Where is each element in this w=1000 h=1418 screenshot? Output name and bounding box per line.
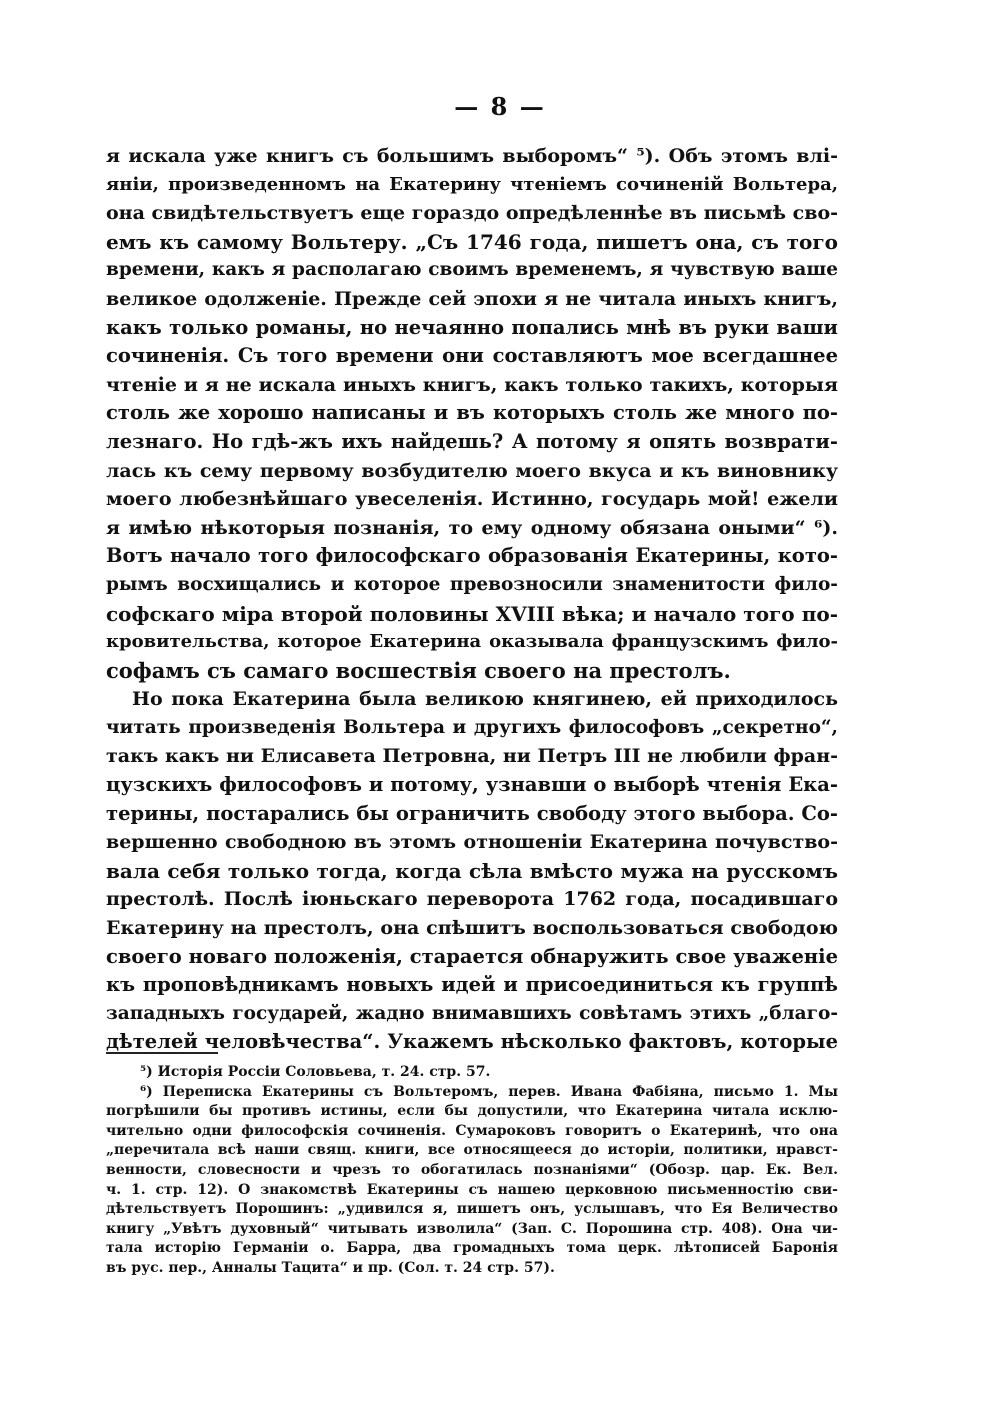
footnote-line: ⁶) Переписка Екатерины съ Вольтеромъ, перев. Ивана Фабіяна, письмо 1. Мы: [140, 1083, 838, 1100]
text-line: своего новаго положенія, старается обнаружить свое уваженіе: [106, 944, 838, 968]
text-line: читать произведенія Вольтера и другихъ философовъ „секретно“,: [106, 716, 838, 738]
footnote-line: въ рус. пер., Анналы Тацита“ и пр. (Сол. т. 24 стр. 57).: [106, 1259, 555, 1276]
text-line: яніи, произведенномъ на Екатерину чтеніемъ сочиненій Вольтера,: [106, 173, 838, 195]
page-number: — 8 —: [454, 92, 546, 121]
footnote-line: ч. 1. стр. 12). О знакомствѣ Екатерины съ нашею церковною письменностію сви-: [106, 1181, 838, 1198]
text-line: Екатерину на престолъ, она спѣшитъ воспользоваться свободою: [106, 917, 838, 940]
text-line: цузскихъ философовъ и потому, узнавши о выборѣ чтенія Ека-: [106, 773, 838, 797]
text-line: чтеніе и я не искала иныхъ книгъ, какъ только такихъ, которыя: [106, 373, 838, 396]
text-line: дѣтелей человѣчества“. Укажемъ нѣсколько фактовъ, которые: [106, 1030, 838, 1054]
footnote-line: дѣтельствуетъ Порошинъ: „удивился я, пишетъ онъ, услышавъ, что Ея Величество: [106, 1201, 838, 1218]
text-line: къ проповѣдникамъ новыхъ идей и присоединиться къ группѣ: [106, 973, 838, 997]
text-line: такъ какъ ни Елисавета Петровна, ни Петръ III не любили фран-: [106, 745, 838, 768]
body-text: [106, 142, 838, 1057]
text-line: какъ только романы, но нечаянно попались мнѣ въ руки ваши: [106, 315, 838, 339]
footnote-line: погрѣшили бы противъ истины, если бы допустили, что Екатерина читала исклю-: [106, 1103, 838, 1120]
text-line: престолѣ. Послѣ іюньскаго переворота 1762 года, посадившаго: [106, 888, 838, 911]
text-line: терины, постарались бы ограничить свободу этого выбора. Со-: [106, 801, 838, 825]
text-line: вершенно свободною въ этомъ отношеніи Екатерина почувство-: [106, 831, 838, 854]
footnote-line: чительно одни философскія сочиненія. Сумароковъ говоритъ о Екатеринѣ, что она: [106, 1122, 838, 1139]
text-line: софскаго міра второй половины XVIII вѣка; и начало того по-: [106, 601, 838, 626]
footnote-line: „перечитала всѣ наши свящ. книги, все относящееся до исторіи, политики, нравст-: [106, 1142, 838, 1159]
footnote-line: венности, словесности и чрезъ то обогатилась познаніями“ (Обозр. цар. Ек. Вел.: [106, 1161, 838, 1178]
footnote-line: книгу „Увѣтъ духовный“ читывать изволила“ (Зап. С. Порошина стр. 408). Она чи-: [106, 1220, 838, 1237]
text-line: кровительства, которое Екатерина оказывала французскимъ фило-: [106, 631, 838, 653]
text-line: она свидѣтельствуетъ еще гораздо опредѣленнѣе въ письмѣ сво-: [106, 202, 838, 225]
footnote-divider: [106, 1052, 218, 1054]
text-line: великое одолженіе. Прежде сей эпохи я не читала иныхъ книгъ,: [106, 287, 838, 310]
text-line: времени, какъ я располагаю своимъ временемъ, я чувствую ваше: [106, 259, 838, 281]
text-line: сочиненія. Съ того времени они составляютъ мое всегдашнее: [106, 344, 838, 368]
footnotes: [106, 1063, 838, 1279]
text-line: столь же хорошо написаны и въ которыхъ столь же много по-: [106, 401, 838, 425]
text-line: моего любезнѣйшаго увеселенія. Истинно, государь мой! ежели: [106, 488, 838, 511]
text-line: лезнаго. Но гдѣ-жъ ихъ найдешь? А потому я опять возврати-: [106, 429, 838, 453]
text-line: я искала уже книгъ съ большимъ выборомъ“ ⁵). Объ этомъ влі-: [106, 145, 838, 167]
text-line: рымъ восхищались и которое превозносили знаменитости фило-: [106, 573, 838, 595]
text-line: западныхъ государей, жадно внимавшихъ совѣтамъ этихъ „благо-: [106, 1002, 838, 1024]
text-line: я имѣю нѣкоторыя познанія, то ему одному обязана оными“ ⁶).: [106, 516, 838, 539]
footnote-line: ⁵) Исторія Россіи Соловьева, т. 24. стр. 57.: [140, 1064, 491, 1080]
footnote-line: тала исторію Германіи о. Барра, два громадныхъ тома церк. лѣтописей Баронія: [106, 1240, 838, 1257]
text-line: Вотъ начало того философскаго образованія Екатерины, кото-: [106, 544, 838, 568]
text-line: Но пока Екатерина была великою княгинею, ей приходилось: [132, 688, 838, 711]
text-line: вала себя только тогда, когда сѣла вмѣсто мужа на русскомъ: [106, 858, 838, 883]
text-line: емъ къ самому Вольтеру. „Съ 1746 года, пишетъ она, съ того: [106, 229, 838, 254]
text-line: софамъ съ самаго восшествія своего на престолъ.: [106, 657, 731, 683]
text-line: лась къ сему первому возбудителю моего вкуса и къ виновнику: [106, 459, 838, 482]
